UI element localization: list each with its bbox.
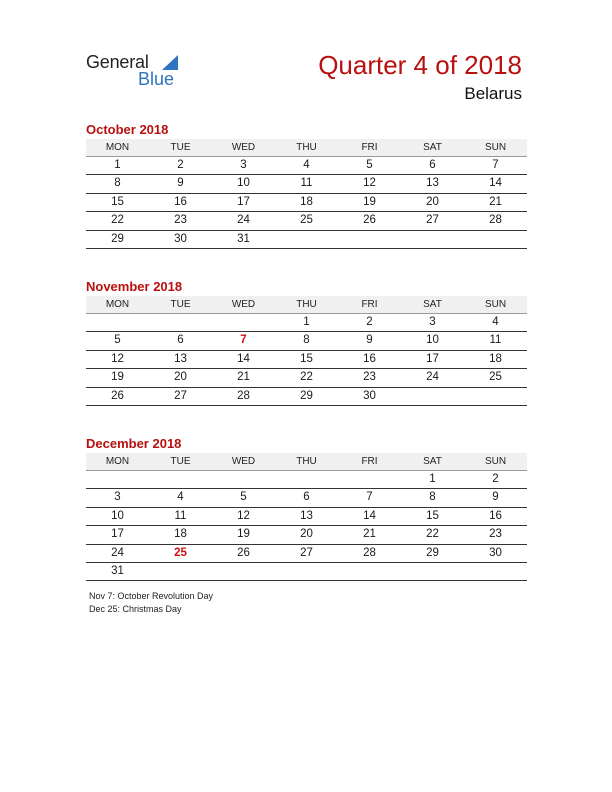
day-cell: 31 [237, 232, 250, 245]
day-cell: 2 [177, 159, 184, 171]
empty-day-cell [212, 563, 275, 580]
weekday-label: SAT [423, 299, 442, 310]
empty-day-cell [275, 231, 338, 248]
empty-day-cell [401, 388, 464, 405]
day-cell: 17 [237, 195, 250, 208]
empty-day-cell [401, 231, 464, 248]
day-cell: 6 [429, 159, 436, 171]
day-cell: 19 [111, 371, 124, 384]
day-cell: 3 [240, 159, 247, 171]
day-cell: 18 [489, 352, 502, 365]
day-cell: 10 [426, 334, 439, 347]
holiday-note: Nov 7: October Revolution Day [89, 591, 214, 601]
day-cell: 5 [366, 159, 373, 171]
day-cell: 19 [363, 195, 376, 208]
week-row [86, 157, 527, 175]
day-cell: 29 [300, 389, 313, 402]
day-cell: 23 [174, 214, 187, 227]
empty-day-cell [212, 471, 275, 488]
week-row [86, 471, 527, 489]
weekday-label: TUE [170, 299, 191, 310]
day-cell: 14 [489, 177, 502, 190]
day-cell: 26 [237, 546, 250, 559]
day-cell: 7 [492, 159, 499, 171]
day-cell: 22 [300, 371, 313, 384]
day-cell: 29 [111, 232, 124, 245]
day-cell: 28 [489, 214, 502, 227]
empty-day-cell [86, 314, 149, 331]
day-cell: 2 [492, 473, 499, 485]
week-row [86, 563, 527, 581]
day-cell: 27 [174, 389, 187, 402]
day-cell: 25 [300, 214, 313, 227]
month-calendar [86, 122, 527, 249]
week-row [86, 526, 527, 544]
weekday-label: SAT [423, 142, 442, 153]
day-cell: 13 [426, 177, 439, 190]
week-row [86, 314, 527, 332]
day-cell: 9 [492, 491, 499, 504]
day-cell: 8 [114, 177, 121, 190]
day-cell: 11 [489, 334, 502, 347]
empty-day-cell [464, 231, 527, 248]
empty-day-cell [275, 471, 338, 488]
week-row [86, 175, 527, 193]
generalblue-logo [86, 52, 186, 92]
weekday-header [86, 453, 527, 471]
day-cell: 25 [174, 546, 187, 559]
day-cell: 11 [300, 177, 313, 190]
month-title: October 2018 [86, 122, 169, 137]
day-cell: 12 [111, 352, 124, 365]
day-cell: 15 [426, 509, 439, 522]
day-cell: 23 [363, 371, 376, 384]
day-cell: 31 [111, 564, 124, 577]
day-cell: 1 [429, 473, 436, 485]
week-row [86, 369, 527, 387]
holiday-notes [89, 590, 213, 616]
weekday-label: WED [231, 142, 256, 153]
empty-day-cell [338, 563, 401, 580]
day-cell: 3 [429, 316, 436, 328]
weekday-label: SUN [484, 299, 507, 310]
day-cell: 19 [237, 528, 250, 541]
day-cell: 23 [489, 528, 502, 541]
week-row [86, 231, 527, 249]
day-cell: 10 [237, 177, 250, 190]
weekday-label: MON [105, 299, 130, 310]
page-title: Quarter 4 of 2018 [318, 50, 522, 80]
day-cell: 5 [240, 491, 247, 504]
week-row [86, 489, 527, 507]
weekday-label: MON [105, 142, 130, 153]
day-cell: 21 [489, 195, 502, 208]
day-cell: 13 [300, 509, 313, 522]
week-row [86, 332, 527, 350]
weekday-label: MON [105, 456, 130, 467]
month-title: November 2018 [86, 279, 183, 294]
empty-day-cell [212, 314, 275, 331]
day-cell: 13 [174, 352, 187, 365]
weekday-label: THU [296, 456, 317, 467]
month-title: December 2018 [86, 436, 182, 451]
day-cell: 27 [426, 214, 439, 227]
weekday-label: SAT [423, 456, 442, 467]
day-cell: 18 [300, 195, 313, 208]
day-cell: 30 [489, 546, 502, 559]
day-cell: 3 [114, 491, 121, 504]
day-cell: 22 [111, 214, 124, 227]
day-cell: 4 [177, 491, 184, 504]
empty-day-cell [275, 563, 338, 580]
day-cell: 9 [366, 334, 373, 347]
empty-day-cell [464, 563, 527, 580]
weekday-label: WED [231, 299, 256, 310]
weekday-label: TUE [170, 456, 191, 467]
week-row [86, 194, 527, 212]
weekday-label: FRI [361, 299, 378, 310]
week-row [86, 351, 527, 369]
day-cell: 26 [363, 214, 376, 227]
logo-triangle-icon [162, 55, 178, 70]
day-cell: 29 [426, 546, 439, 559]
day-cell: 8 [429, 491, 436, 504]
day-cell: 30 [363, 389, 376, 402]
weekday-label: THU [296, 299, 317, 310]
weekday-label: THU [296, 142, 317, 153]
day-cell: 8 [303, 334, 310, 347]
day-cell: 28 [363, 546, 376, 559]
day-cell: 15 [300, 352, 313, 365]
day-cell: 28 [237, 389, 250, 402]
day-cell: 16 [363, 352, 376, 365]
day-cell: 27 [300, 546, 313, 559]
day-cell: 10 [111, 509, 124, 522]
empty-day-cell [338, 231, 401, 248]
day-cell: 26 [111, 389, 124, 402]
day-cell: 16 [174, 195, 187, 208]
month-calendar [86, 436, 527, 581]
day-cell: 6 [177, 334, 184, 347]
day-cell: 24 [111, 546, 124, 559]
day-cell: 6 [303, 491, 310, 504]
empty-day-cell [86, 471, 149, 488]
day-cell: 14 [237, 352, 250, 365]
empty-day-cell [149, 314, 212, 331]
week-row [86, 388, 527, 406]
weekday-label: WED [231, 456, 256, 467]
empty-day-cell [338, 471, 401, 488]
day-cell: 17 [111, 528, 124, 541]
country-name: Belarus [464, 84, 522, 103]
day-cell: 18 [174, 528, 187, 541]
week-row [86, 545, 527, 563]
day-cell: 7 [366, 491, 373, 504]
empty-day-cell [149, 471, 212, 488]
empty-day-cell [401, 563, 464, 580]
day-cell: 21 [237, 371, 250, 384]
logo-general-text: General [86, 52, 149, 72]
day-cell: 20 [426, 195, 439, 208]
weekday-header [86, 296, 527, 314]
empty-day-cell [464, 388, 527, 405]
week-row [86, 212, 527, 230]
day-cell: 7 [240, 334, 247, 347]
day-cell: 20 [174, 371, 187, 384]
weekday-label: FRI [361, 142, 378, 153]
day-cell: 9 [177, 177, 184, 190]
weekday-label: FRI [361, 456, 378, 467]
day-cell: 21 [363, 528, 376, 541]
day-cell: 25 [489, 371, 502, 384]
day-cell: 1 [114, 159, 121, 171]
weekday-label: SUN [484, 142, 507, 153]
day-cell: 20 [300, 528, 313, 541]
day-cell: 14 [363, 509, 376, 522]
day-cell: 11 [174, 509, 187, 522]
empty-day-cell [149, 563, 212, 580]
month-calendar [86, 279, 527, 406]
weekday-header [86, 139, 527, 157]
day-cell: 5 [114, 334, 121, 347]
day-cell: 16 [489, 509, 502, 522]
day-cell: 12 [237, 509, 250, 522]
logo-blue-text: Blue [138, 69, 175, 89]
day-cell: 30 [174, 232, 187, 245]
day-cell: 17 [426, 352, 439, 365]
day-cell: 15 [111, 195, 124, 208]
day-cell: 24 [237, 214, 250, 227]
weekday-label: SUN [484, 456, 507, 467]
day-cell: 1 [303, 316, 310, 328]
day-cell: 12 [363, 177, 376, 190]
day-cell: 24 [426, 371, 439, 384]
day-cell: 2 [366, 316, 373, 328]
week-row [86, 508, 527, 526]
holiday-note: Dec 25: Christmas Day [89, 604, 182, 614]
day-cell: 22 [426, 528, 439, 541]
weekday-label: TUE [170, 142, 191, 153]
day-cell: 4 [492, 316, 499, 328]
day-cell: 4 [303, 159, 310, 171]
